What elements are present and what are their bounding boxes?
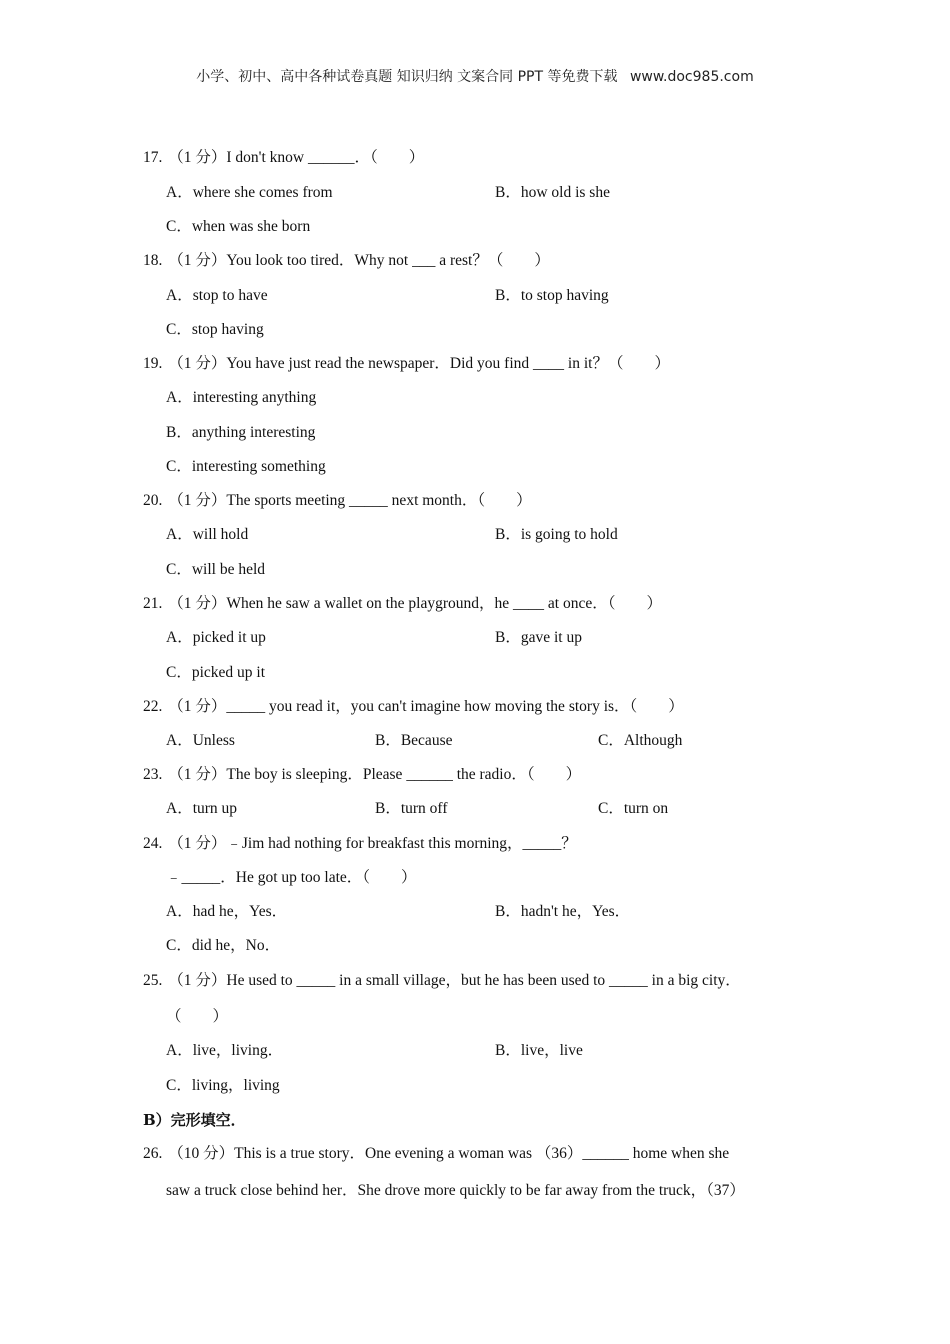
question-26-line-2: saw a truck close behind her．She drove more quickly to be far away from the truck，（37）: [166, 1182, 745, 1199]
header-text: 小学、初中、高中各种试卷真题 知识归纳 文案合同 PPT 等免费下载: [196, 69, 618, 85]
option-20-a: A．will hold: [166, 526, 249, 543]
question-number: 25.: [143, 972, 163, 989]
option-20-c: C．will be held: [166, 561, 266, 578]
question-number: 22.: [143, 698, 163, 715]
section-heading: B）完形填空．: [143, 1111, 246, 1129]
question-18: [143, 251, 550, 271]
option-17-c: C．when was she born: [166, 218, 311, 235]
question-stem: （10 分）This is a true story．One evening a woman was （36）______ home when she: [168, 1145, 730, 1162]
question-22: [143, 697, 684, 717]
question-24: [143, 834, 577, 854]
option-24-c: C．did he，No．: [166, 937, 281, 954]
option-22-c: C．Although: [598, 732, 683, 749]
question-25-stem-2: （ ）: [166, 1008, 229, 1025]
option-18-a: A．stop to have: [166, 287, 268, 304]
question-number: 26.: [143, 1145, 163, 1162]
question-26: [143, 1144, 729, 1164]
question-stem: （1 分）_____ you read it，you can't imagine how moving the story is．（ ）: [168, 698, 684, 715]
question-21: [143, 594, 662, 614]
option-21-a: A．picked it up: [166, 629, 266, 646]
question-number: 21.: [143, 595, 163, 612]
option-23-b: B．turn off: [375, 800, 448, 817]
option-25-c: C．living，living: [166, 1077, 280, 1094]
question-stem: （1 分）When he saw a wallet on the playground，he ____ at once．（ ）: [168, 595, 662, 612]
question-24-stem-2: ﹣_____．He got up too late．（ ）: [166, 869, 417, 886]
option-25-b: B．live，live: [495, 1042, 583, 1059]
question-25: [143, 971, 741, 991]
question-17: [143, 148, 424, 168]
question-stem: （1 分）I don't know ______．（ ）: [168, 149, 425, 166]
question-stem: （1 分）He used to _____ in a small village，but he has been used to _____ in a big city．: [168, 972, 741, 989]
option-18-c: C．stop having: [166, 321, 264, 338]
question-stem: （1 分）The sports meeting _____ next month．（ ）: [168, 492, 532, 509]
header-url[interactable]: www.doc985.com: [629, 69, 754, 85]
option-17-b: B．how old is she: [495, 184, 610, 201]
question-stem: （1 分）You look too tired．Why not ___ a rest？（ ）: [168, 252, 550, 269]
question-number: 17.: [143, 149, 163, 166]
option-23-a: A．turn up: [166, 800, 238, 817]
question-23: [143, 765, 581, 785]
question-number: 23.: [143, 766, 163, 783]
question-number: 19.: [143, 355, 163, 372]
question-stem: （1 分）The boy is sleeping．Please ______ the radio．（ ）: [168, 766, 582, 783]
option-23-c: C．turn on: [598, 800, 669, 817]
option-21-c: C．picked up it: [166, 664, 266, 681]
option-22-a: A．Unless: [166, 732, 235, 749]
option-21-b: B．gave it up: [495, 629, 582, 646]
option-25-a: A．live，living．: [166, 1042, 284, 1059]
option-24-a: A．had he，Yes．: [166, 903, 288, 920]
question-stem: （1 分）﹣Jim had nothing for breakfast this morning，_____？: [168, 835, 577, 852]
page-header: [0, 66, 950, 86]
option-19-c: C．interesting something: [166, 458, 326, 475]
question-number: 20.: [143, 492, 163, 509]
question-stem: （1 分）You have just read the newspaper．Did you find ____ in it？（ ）: [168, 355, 670, 372]
question-19: [143, 354, 670, 374]
option-24-b: B．hadn't he，Yes．: [495, 903, 631, 920]
question-number: 18.: [143, 252, 163, 269]
question-20: [143, 491, 532, 511]
option-20-b: B．is going to hold: [495, 526, 618, 543]
question-number: 24.: [143, 835, 163, 852]
option-19-b: B．anything interesting: [166, 424, 316, 441]
option-22-b: B．Because: [375, 732, 453, 749]
option-19-a: A．interesting anything: [166, 389, 317, 406]
option-18-b: B．to stop having: [495, 287, 609, 304]
option-17-a: A．where she comes from: [166, 184, 333, 201]
